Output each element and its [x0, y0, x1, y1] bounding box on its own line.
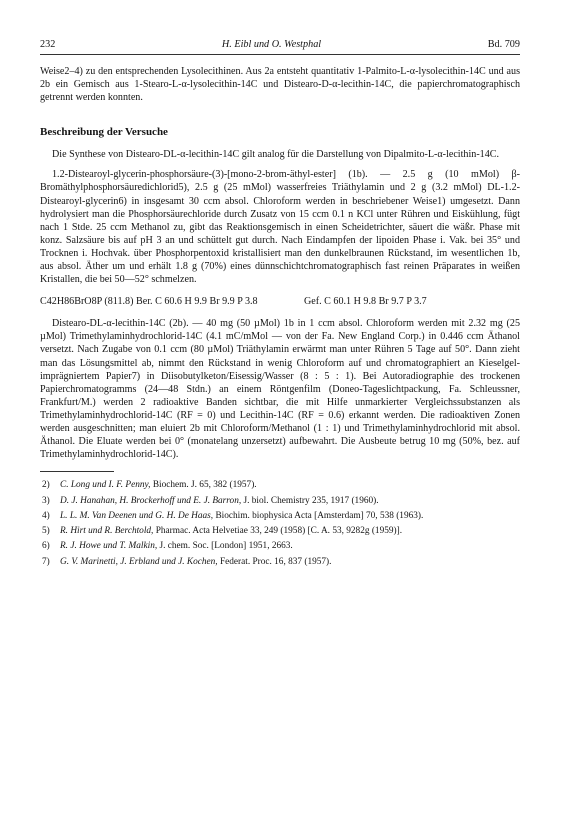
procedure-2b: Distearo-DL-α-lecithin-14C (2b). — 40 mg (50 µMol) 1b in 1 ccm absol. Chloroform werden mit 2.32 mg (25 µMol) Trimethylaminhydrochlorid-14C (4.1 mC/mMol — von der Fa. New England Corp.) in 0.446 ccm Äthanol versetzt. Nach Zugabe von 0.1 ccm (80 µMol) Triäthylamin erwärmt man unter Rühren 5 Tage auf 50°. Dann zieht man das Lösungsmittel ab, nimmt den Rückstand in wenig Chloroform auf und chromatographiert an Kieselgel-imprägniertem Papier7) in Diisobutylketon/Eisessig/Wasser (8 : 5 : 1). Bei Autoradiographie des trockenen Papierchromatogramms (24—48 Stdn.) an einem Röntgenfilm (Doneo-Tageslichtpackung, Fa. Schleussner, Frankfurt/M.) werden 2 radioaktive Banden sichtbar, die mit Hilfe unmarkierter Vergleichssubstanzen als Trimethylaminhydrochlorid-14C (RF = 0) und Lecithin-14C (RF = 0.6) erkannt werden. Die radioaktiven Zonen werden ausgeschnitten; man eluiert 2b mit Chloroform/Methanol (1 : 1) und Trimethylaminhydrochlorid mit absol. Äthanol. Die Eluate werden bei 0° (monatelang unzersetzt) aufbewahrt. Die Ausbeute betrug 10 mg (50%, bez. auf Trimethylaminhydrochlorid-14C). [40, 318, 520, 461]
footnote-reference: Biochem. J. 65, 382 (1957). [152, 480, 257, 491]
footnote-number: 4) [42, 510, 50, 521]
footnote-item [40, 540, 520, 552]
footnote-reference: J. biol. Chemistry 235, 1917 (1960). [243, 495, 379, 506]
footnote-reference: Pharmac. Acta Helvetiae 33, 249 (1958) [C. A. 53, 9282g (1959)]. [155, 526, 403, 537]
page-number: 232 [40, 39, 56, 50]
footnote-authors: L. L. M. Van Deenen und G. H. De Haas, [60, 510, 214, 521]
procedure-1b: 1.2-Distearoyl-glycerin-phosphorsäure-(3)-[mono-2-brom-äthyl-ester] (1b). — 2.5 g (10 mMol) β-Bromäthylphosphorsäuredichlorid5), 2.5 g (25 mMol) wasserfreies Triäthylamin und 2 g (3.2 mMol) DL-1.2-Distearoyl-glycerin6) in insgesamt 30 ccm absol. Chloroform werden in beschriebener Weise1) umgesetzt. Dann hydrolysiert man die Phosphorsäurechloride durch Zusatz von 15 ccm 0.1 n KCl unter Rühren und Eiskühlung, fügt nach 1 Stde. 25 ccm Methanol zu, gibt das Reaktionsgemisch in einen Scheidetrichter, säuert die wäßr. Phase mit konz. Salzsäure bis auf pH 3 an und schüttelt gut durch. Nach Eindampfen der lipoiden Phase i. Vak. bei 35° und Trocknen i. Hochvak. über Phosphorpentoxid kristallisiert man den dunkelbraunen Rückstand, im wesentlichen 1b, aus absol. Äther um und erhält 1.8 g (70%) eines dünnschichtchromatographisch fast reinen Präparates in weißen Kristallen, die bei 50—52° schmelzen. [40, 169, 520, 286]
formula-compound: C42H86BrO8P (811.8) [40, 296, 134, 308]
footnote-number: 7) [42, 556, 50, 567]
synthesis-note: Die Synthese von Distearo-DL-α-lecithin-14C gilt analog für die Darstellung von Dipalmito-L-α-lecithin-14C. [52, 149, 500, 161]
footnote-number: 5) [42, 526, 50, 537]
footnote-authors: D. J. Hanahan, H. Brockerhoff und E. J. Barron, [60, 495, 242, 506]
footnote-number: 6) [42, 541, 50, 552]
formula-found: Gef. C 60.1 H 9.8 Br 9.7 P 3.7 [304, 296, 427, 308]
footnote-item [40, 556, 520, 568]
footnote-reference: Biochim. biophysica Acta [Amsterdam] 70, 538 (1963). [215, 510, 424, 521]
elemental-analysis [40, 295, 520, 308]
footnote-authors: R. Hirt und R. Berchtold, [60, 526, 154, 537]
running-header-authors: H. Eibl und O. Westphal [221, 39, 322, 50]
footnote-rule [40, 471, 114, 472]
footnote-authors: C. Long und I. F. Penny, [60, 480, 151, 491]
footnote-authors: G. V. Marinetti, J. Erbland und J. Kochen, [60, 556, 218, 567]
footnotes [40, 479, 520, 568]
footnote-item [40, 525, 520, 537]
footnote-item [40, 495, 520, 507]
footnote-item [40, 479, 520, 491]
footnote-authors: R. J. Howe und T. Malkin, [60, 541, 158, 552]
section-heading: Beschreibung der Versuche [40, 126, 168, 139]
footnote-number: 2) [42, 480, 50, 491]
footnote-reference: J. chem. Soc. [London] 1951, 2663. [159, 541, 293, 552]
journal-page [40, 38, 520, 571]
footnote-item [40, 510, 520, 522]
footnote-reference: Federat. Proc. 16, 837 (1957). [219, 556, 332, 567]
volume-number: Bd. 709 [487, 39, 520, 50]
running-header [40, 38, 520, 51]
header-rule [40, 54, 520, 55]
intro-paragraph: Weise2–4) zu den entsprechenden Lysolecithinen. Aus 2a entsteht quantitativ 1-Palmito-L-α-lysolecithin-14C und aus 2b ein Gemisch aus 1-Stearo-L-α-lysolecithin-14C und Distearo-D-α-lecithin-14C, die papierchromatographisch getrennt werden konnten. [40, 66, 520, 104]
footnote-number: 3) [42, 495, 50, 506]
formula-calculated: Ber. C 60.6 H 9.9 Br 9.9 P 3.8 [136, 296, 258, 308]
